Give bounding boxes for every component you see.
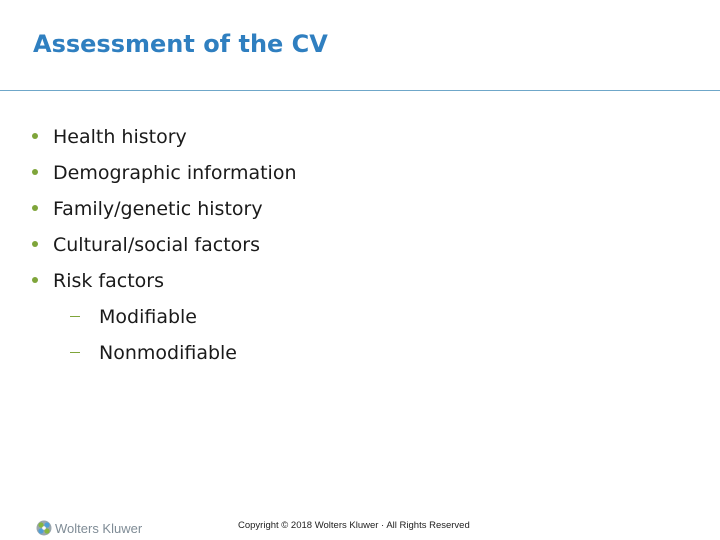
bullet-item [32, 125, 187, 149]
slide-title: Assessment of the CV [33, 30, 328, 58]
bullet-text: Cultural/social factors [53, 234, 260, 256]
bullet-item [32, 269, 164, 293]
bullet-text: Health history [53, 126, 187, 148]
logo-wordmark: Wolters Kluwer [55, 520, 143, 536]
bullet-item [32, 161, 297, 185]
bullet-dot-icon [32, 277, 38, 283]
dash-icon [70, 352, 80, 353]
bullet-item [32, 197, 263, 221]
sub-bullet-item [70, 305, 197, 329]
sub-bullet-text: Modifiable [99, 306, 197, 328]
sub-bullet-item [70, 341, 237, 365]
bullet-text: Risk factors [53, 270, 164, 292]
bullet-dot-icon [32, 169, 38, 175]
copyright-notice: Copyright © 2018 Wolters Kluwer · All Rights Reserved [238, 520, 470, 531]
bullet-item [32, 233, 260, 257]
dash-icon [70, 316, 80, 317]
bullet-text: Demographic information [53, 162, 297, 184]
sub-bullet-text: Nonmodifiable [99, 342, 237, 364]
bullet-dot-icon [32, 241, 38, 247]
bullet-dot-icon [32, 133, 38, 139]
bullet-dot-icon [32, 205, 38, 211]
wolters-kluwer-logo-icon [36, 520, 52, 536]
footer-logo [36, 519, 142, 537]
bullet-text: Family/genetic history [53, 198, 263, 220]
